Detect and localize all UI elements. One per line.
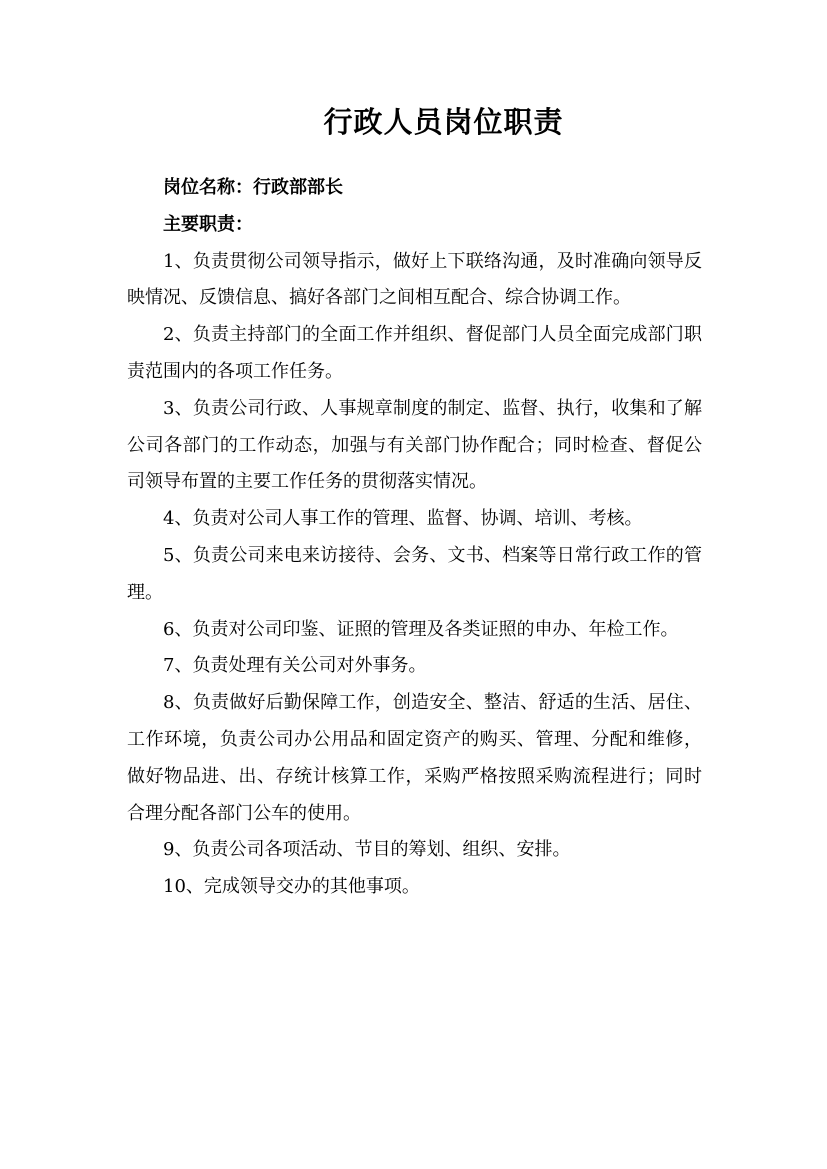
duty-item: 8、负责做好后勤保障工作，创造安全、整洁、舒适的生活、居住、工作环境，负责公司办公用品和固定资产的购买、管理、分配和维修，做好物品进、出、存统计核算工作，采购严格按照采购流程进行；同时合理分配各部门公车的使用。 <box>127 692 702 824</box>
document-body <box>127 170 702 906</box>
duty-item: 4、负责对公司人事工作的管理、监督、协调、培训、考核。 <box>163 508 643 530</box>
document-title: 行政人员岗位职责 <box>323 105 564 139</box>
duty-item: 3、负责公司行政、人事规章制度的制定、监督、执行，收集和了解公司各部门的工作动态，加强与有关部门协作配合；同时检查、督促公司领导布置的主要工作任务的贯彻落实情况。 <box>127 397 702 493</box>
duty-item: 9、负责公司各项活动、节目的筹划、组织、安排。 <box>163 839 571 861</box>
duty-item: 2、负责主持部门的全面工作并组织、督促部门人员全面完成部门职责范围内的各项工作任务。 <box>127 324 702 382</box>
duty-item: 1、负责贯彻公司领导指示，做好上下联络沟通，及时准确向领导反映情况、反馈信息、搞好各部门之间相互配合、综合协调工作。 <box>127 250 702 309</box>
duty-item: 5、负责公司来电来访接待、会务、文书、档案等日常行政工作的管理。 <box>127 544 702 603</box>
duty-item: 6、负责对公司印鉴、证照的管理及各类证照的申办、年检工作。 <box>163 618 679 640</box>
duty-item: 10、完成领导交办的其他事项。 <box>163 876 420 898</box>
position-name-line: 岗位名称：行政部部长 <box>163 177 343 198</box>
duty-item: 7、负责处理有关公司对外事务。 <box>163 655 427 677</box>
duties-heading: 主要职责： <box>163 213 253 235</box>
